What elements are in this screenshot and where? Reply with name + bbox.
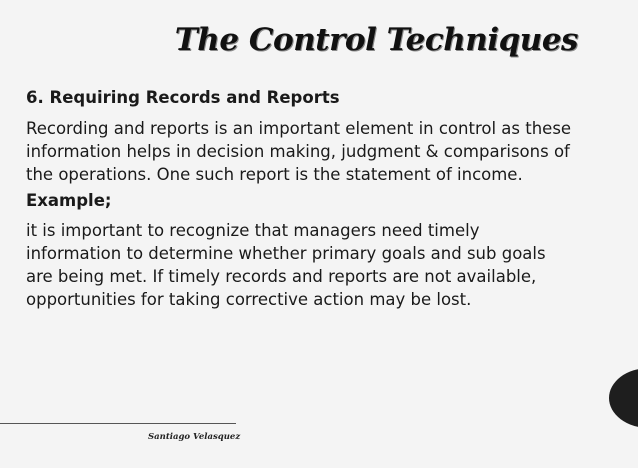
paragraph-line: information helps in decision making, judgment & comparisons of — [26, 142, 570, 161]
body-paragraph — [26, 117, 626, 186]
section-heading: 6. Requiring Records and Reports — [26, 88, 340, 107]
example-label: Example; — [26, 191, 112, 210]
example-line: are being met. If timely records and reports are not available, — [26, 267, 537, 286]
slide-content — [26, 86, 626, 313]
author-name: Santiago Velasquez — [148, 432, 241, 442]
footer-divider — [0, 423, 236, 424]
example-line: opportunities for taking corrective action may be lost. — [26, 290, 472, 309]
example-line: information to determine whether primary goals and sub goals — [26, 244, 546, 263]
example-line: it is important to recognize that managers need timely — [26, 221, 480, 240]
decorative-corner-shape — [609, 368, 638, 428]
paragraph-line: the operations. One such report is the statement of income. — [26, 165, 523, 184]
paragraph-line: Recording and reports is an important element in control as these — [26, 119, 572, 138]
slide-title: The Control Techniques — [174, 22, 578, 58]
example-paragraph — [26, 219, 626, 311]
